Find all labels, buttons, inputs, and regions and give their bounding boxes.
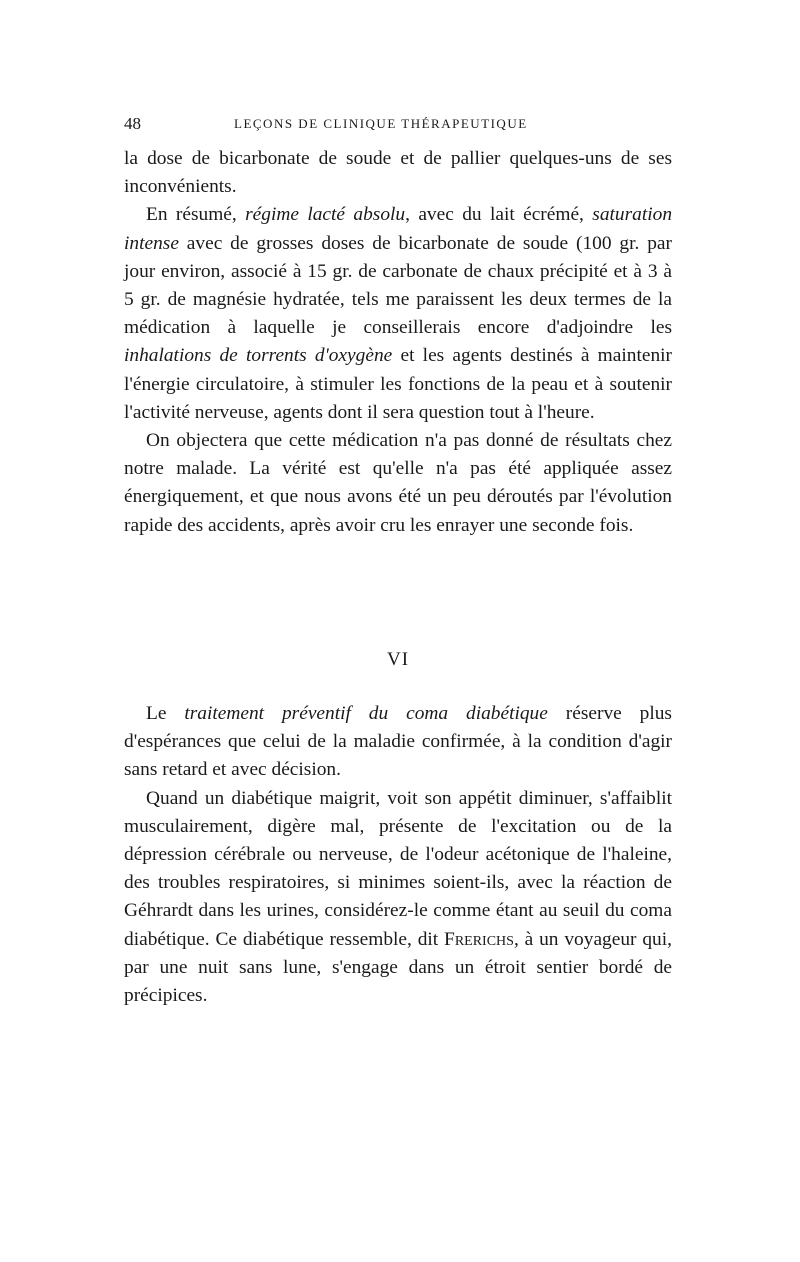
section-1-text <box>124 145 672 540</box>
paragraph-summary <box>124 201 672 427</box>
section-2-text <box>124 700 672 1010</box>
italic-term: traitement préventif du coma diabétique <box>184 703 548 724</box>
section-heading: VI <box>386 649 410 670</box>
text-run: , avec du lait écrémé, <box>405 204 593 226</box>
author-name: Frerichs <box>444 928 514 950</box>
italic-term: inhalations de torrents d'oxygène <box>124 345 393 367</box>
paragraph-objection: On objectera que cette médication n'a pas donné de résultats chez notre malade. La vérité est qu'elle n'a pas été appliquée assez énergiquement, et que nous avons été un peu déroutés par l'évolution rapide des accidents, après avoir cru les enrayer une seconde fois. <box>124 430 672 536</box>
italic-term: régime lacté absolu <box>245 204 406 226</box>
text-run: réserve plus d'espérances que celui de la maladie confirmée, à la condition d'agir sans retard et avec décision. <box>124 703 672 781</box>
page-number: 48 <box>124 114 141 133</box>
text-run: avec de grosses doses de bicarbonate de soude (100 gr. par jour environ, associé à 15 gr. de carbonate de chaux précipité et à 3 à 5 gr. de magnésie hydratée, tels me paraissent les deux termes de la médication à laquelle je conseillerais encore d'adjoindre les <box>124 232 672 339</box>
text-run: , à un voyageur qui, par une nuit sans lune, s'engage dans un étroit sentier bordé de précipices. <box>124 928 672 1007</box>
running-head-title: LEÇONS DE CLINIQUE THÉRAPEUTIQUE <box>234 116 528 131</box>
text-run: Quand un diabétique maigrit, voit son appétit diminuer, s'affaiblit musculairement, digère mal, présente de l'excitation ou de la dépression cérébrale ou nerveuse, de l'odeur acétonique de l'haleine, des troubles respiratoires, si minimes soient-ils, avec la réaction de Géhrardt dans les urines, considérez-le comme étant au seuil du coma diabétique. Ce diabétique ressemble, dit <box>124 787 672 950</box>
paragraph-symptoms <box>124 785 672 1011</box>
running-head <box>124 114 672 136</box>
paragraph-continuation: la dose de bicarbonate de soude et de pallier quelques-uns de ses inconvénients. <box>124 148 672 198</box>
text-run: et les agents destinés à maintenir l'énergie circulatoire, à stimuler les fonctions de la peau et à soutenir l'activité nerveuse, agents dont il sera question tout à l'heure. <box>124 345 672 423</box>
italic-term: saturation intense <box>124 204 673 254</box>
text-run: En résumé, <box>146 204 246 226</box>
paragraph-preventive <box>124 700 672 785</box>
text-run: Le <box>146 703 185 724</box>
